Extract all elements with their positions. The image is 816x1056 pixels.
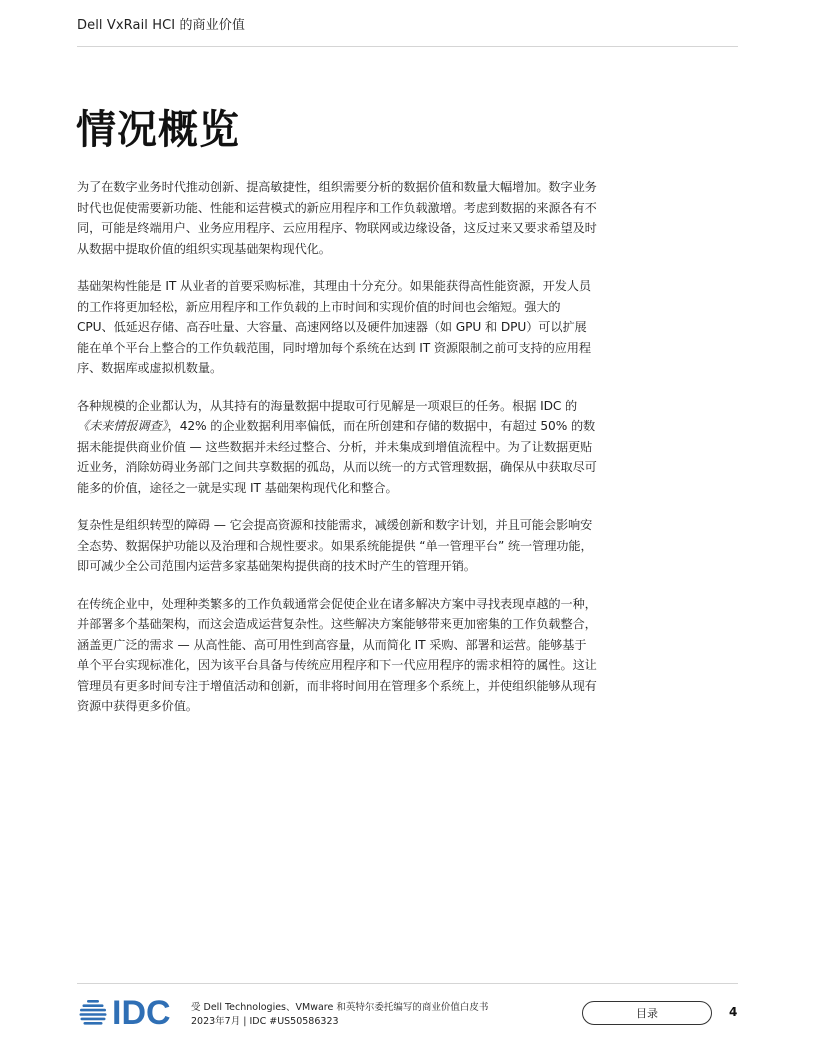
paragraph-2: 基础架构性能是 IT 从业者的首要采购标准，其理由十分充分。如果能获得高性能资源，开发人员的工作将更加轻松，新应用程序和工作负载的上市时间和实现价值的时间也会缩短。强大的 CPU、低延迟存储、高吞吐量、大容量、高速网络以及硬件加速器（如 GPU 和 DPU）可以扩展能在单个平台上整合的工作负载范围，同时增加每个系统在达到 IT 资源限制之前可支持的应用程序、数据库或虚拟机数量。 <box>77 279 591 375</box>
page-title: 情况概览 <box>76 107 240 153</box>
footer-date-doc-id: 2023年7月 | IDC #US50586323 <box>191 1016 339 1027</box>
footer-divider <box>77 983 738 984</box>
idc-wordmark: IDC <box>112 994 171 1032</box>
idc-logo <box>78 996 171 1030</box>
toc-button[interactable]: 目录 <box>582 1001 712 1025</box>
header-divider <box>77 46 738 47</box>
footer-meta <box>191 1001 488 1029</box>
paragraph-1: 为了在数字业务时代推动创新、提高敏捷性，组织需要分析的数据价值和数量大幅增加。数字业务时代也促使需要新功能、性能和运营模式的新应用程序和工作负载激增。考虑到数据的来源各有不同，可能是终端用户、业务应用程序、云应用程序、物联网或边缘设备，这反过来又要求希望及时从数据中提取价值的组织实现基础架构现代化。 <box>77 180 597 256</box>
page-number: 4 <box>729 1005 738 1019</box>
paragraph-3-start: 各种规模的企业都认为，从其持有的海量数据中提取可行见解是一项艰巨的任务。根据 IDC 的 <box>77 398 578 413</box>
idc-globe-icon <box>78 998 108 1028</box>
footer-sponsor-line: 受 Dell Technologies、VMware 和英特尔委托编写的商业价值白皮书 <box>191 1002 489 1013</box>
paragraph-4: 复杂性是组织转型的障碍 — 它会提高资源和技能需求，减缓创新和数字计划，并且可能会影响安全态势、数据保护功能以及治理和合规性要求。如果系统能提供 “单一管理平台” 统一管理功能，即可减少全公司范围内运营多家基础架构提供商的技术时产生的管理开销。 <box>77 518 593 573</box>
paragraph-3 <box>77 396 597 499</box>
body-text <box>77 177 597 734</box>
header-title: Dell VxRail HCI 的商业价值 <box>77 18 245 33</box>
paragraph-3-end: ，42% 的企业数据利用率偏低，而在所创建和存储的数据中，有超过 50% 的数据未能提供商业价值 — 这些数据并未经过整合、分析，并未集成到增值流程中。为了让数据更贴近业务，消除妨碍业务部门之间共享数据的孤岛，从而以统一的方式管理数据，确保从中获取尽可能多的价值，途径之一就是实现 IT 基础架构现代化和整合。 <box>77 419 597 495</box>
paragraph-5: 在传统企业中，处理种类繁多的工作负载通常会促使企业在诸多解决方案中寻找表现卓越的一种，并部署多个基础架构，而这会造成运营复杂性。这些解决方案能够带来更加密集的工作负载整合，涵盖更广泛的需求 — 从高性能、高可用性到高容量，从而简化 IT 采购、部署和运营。能够基于单个平台实现标准化，因为该平台具备与传统应用程序和下一代应用程序的需求相符的属性。这让管理员有更多时间专注于增值活动和创新，而非将时间用在管理多个系统上，并使组织能够从现有资源中获得更多价值。 <box>77 596 597 713</box>
report-title: 《未来情报调查》 <box>77 419 168 433</box>
